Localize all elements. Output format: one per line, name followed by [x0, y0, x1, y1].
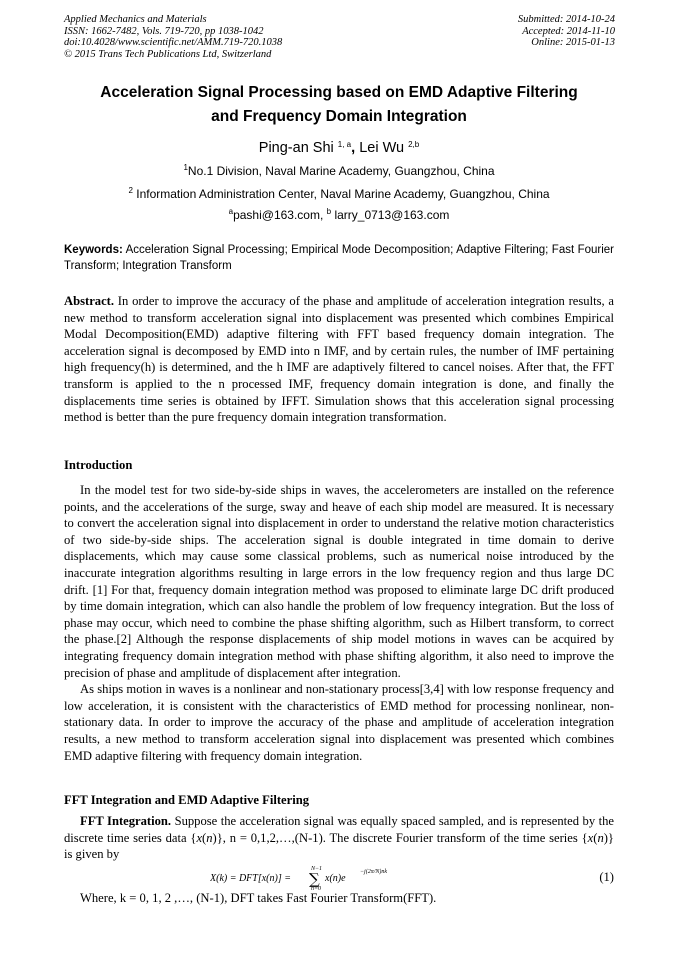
author-superscript: 1, a: [337, 140, 352, 149]
title-line-2: and Frequency Domain Integration: [211, 108, 467, 125]
author-list: [40, 140, 638, 156]
online-date: Online: 2015-01-13: [531, 37, 615, 48]
journal-doi: doi:10.4028/www.scientific.net/AMM.719-720.1038: [64, 37, 283, 48]
paper-title: [40, 81, 638, 129]
abstract-block: [64, 293, 614, 426]
fft-body: [64, 813, 614, 863]
affiliation-2: [40, 187, 638, 201]
email-line: [40, 208, 638, 222]
submitted-date: Submitted: 2014-10-24: [517, 14, 615, 25]
text-run: )} is given by: [64, 830, 614, 862]
math-var: x: [587, 830, 594, 845]
author-superscript: 2,b: [408, 140, 420, 149]
eq-lhs: X(k) = DFT[x(n)] =: [210, 873, 291, 884]
affiliation-superscript: 2: [128, 186, 133, 195]
journal-name: Applied Mechanics and Materials: [64, 14, 207, 25]
author-name: Ping-an Shi: [258, 140, 334, 156]
affiliation-text: No.1 Division, Naval Marine Academy, Guangzhou, China: [187, 164, 495, 178]
equation-1: [64, 864, 614, 888]
dft-equation: [210, 864, 450, 890]
author-separator: ,: [351, 140, 356, 156]
eq-sum-upper: N−1: [311, 866, 323, 872]
journal-copyright: © 2015 Trans Tech Publications Ltd, Switzerland: [64, 48, 272, 60]
keywords-text: Acceleration Signal Processing; Empirical Mode Decomposition; Adaptive Filtering; Fast Fourier Transform; Integration Transform: [64, 244, 614, 272]
where-line: Where, k = 0, 1, 2 ,…, (N-1), DFT takes Fast Fourier Transform(FFT).: [80, 891, 437, 905]
author-name: Lei Wu: [359, 140, 405, 156]
math-var: n: [597, 830, 604, 845]
email-superscript: b: [326, 207, 332, 216]
accepted-date: Accepted: 2014-11-10: [522, 25, 615, 37]
eq-sum-symbol: ∑: [309, 870, 320, 888]
paragraph: As ships motion in waves is a nonlinear and non-stationary process[3,4] with low response frequency and low acceleration, it is consistent with the characteristics of EMD method for processing nonlinear, non-stationary data. In order to improve the accuracy of the phase and amplitude of acceleration integration results, a new method to transform acceleration signal into displacement was presented which combines EMD adaptive filtering with frequency domain integration.: [64, 682, 614, 763]
email-superscript: a: [228, 207, 234, 216]
subsection-label: FFT Integration.: [80, 814, 172, 828]
text-run: Suppose the acceleration signal was equally spaced sampled, and is represented by the discrete time series data {: [64, 814, 614, 845]
introduction-body: [64, 482, 614, 764]
paragraph: In the model test for two side-by-side ships in waves, the accelerometers are installed on the reference points, and the accelerations of the surge, sway and heave of each ship model are measured. It is necessary to convert the acceleration signal into displacement in order to understand the relative motion characteristics of two side-by-side ships. The acceleration signal is double integrated in time domain to derive displacements, which may cause some classical problems, such as numerical noise introduced by the inaccurate integration algorithms resulting in large errors in the low frequency region and thus large DC drift. [1] For that, frequency domain integration method was proposed to eliminate large DC drift produced by time domain integration, which can also handle the problem of low frequency integration. But the loss of phase may occur, which need to combine the phase shifting algorithm, such as Hilbert transform, to correct the phase.[2] Although the response displacements of ship model motions in waves can be acquired by integrating frequency domain integration method with phase shifting algorithm, it also need to improve the precision of phase and amplitude of displacement after integration.: [64, 483, 614, 680]
affiliation-1: [40, 164, 638, 178]
email-address: larry_0713@163.com: [334, 208, 450, 222]
affiliation-text: Information Administration Center, Naval Marine Academy, Guangzhou, China: [136, 187, 550, 201]
title-line-1: Acceleration Signal Processing based on EMD Adaptive Filtering: [100, 84, 578, 101]
journal-issn: ISSN: 1662-7482, Vols. 719-720, pp 1038-1042: [64, 25, 264, 37]
keywords-label: Keywords:: [64, 244, 123, 256]
eq-sum-lower: n=0: [311, 886, 322, 890]
section-heading: Introduction: [64, 458, 133, 472]
email-address: pashi@163.com,: [233, 208, 324, 222]
eq-exponent: −j(2π/N)nk: [360, 869, 388, 875]
equation-number: (1): [599, 870, 614, 884]
journal-info: [64, 14, 282, 60]
submission-dates: [518, 14, 615, 49]
math-var: n: [206, 830, 213, 845]
eq-term: x(n)e: [325, 873, 346, 884]
abstract-text: In order to improve the accuracy of the phase and amplitude of acceleration integration results, a new method to transform acceleration signal into displacement was presented which combines Empirical Modal Decomposition(EMD) adaptive filtering with FFT based frequency domain integration. The acceleration signal is decomposed by EMD into n IMF, and by certain rules, the number of IMF pertaining high frequency(h) is determined, and the h IMF are adaptively filtered to cancel noises. After that, the FFT transform is applied to the n processed IMF, frequency domain integration is done, and finally the displacements time series is obtained by IFFT. Simulation shows that this acceleration signal processing method is better than the pure frequency domain integration transformation.: [64, 294, 614, 425]
section-heading: FFT Integration and EMD Adaptive Filtering: [64, 793, 309, 807]
math-var: x: [196, 830, 203, 845]
abstract-label: Abstract.: [64, 294, 115, 308]
text-run: )}, n = 0,1,2,…,(N-1). The discrete Fourier transform of the time series {: [212, 830, 588, 845]
paragraph: FFT Integration. Suppose the acceleration signal was equally spaced sampled, and is represented by the discrete time series data {x(n)}, n = 0,1,2,…,(N-1). The discrete Fourier transform of the time series {x(n)} is given by: [64, 814, 614, 862]
keywords-block: [64, 242, 614, 274]
affiliation-superscript: 1: [183, 163, 188, 172]
